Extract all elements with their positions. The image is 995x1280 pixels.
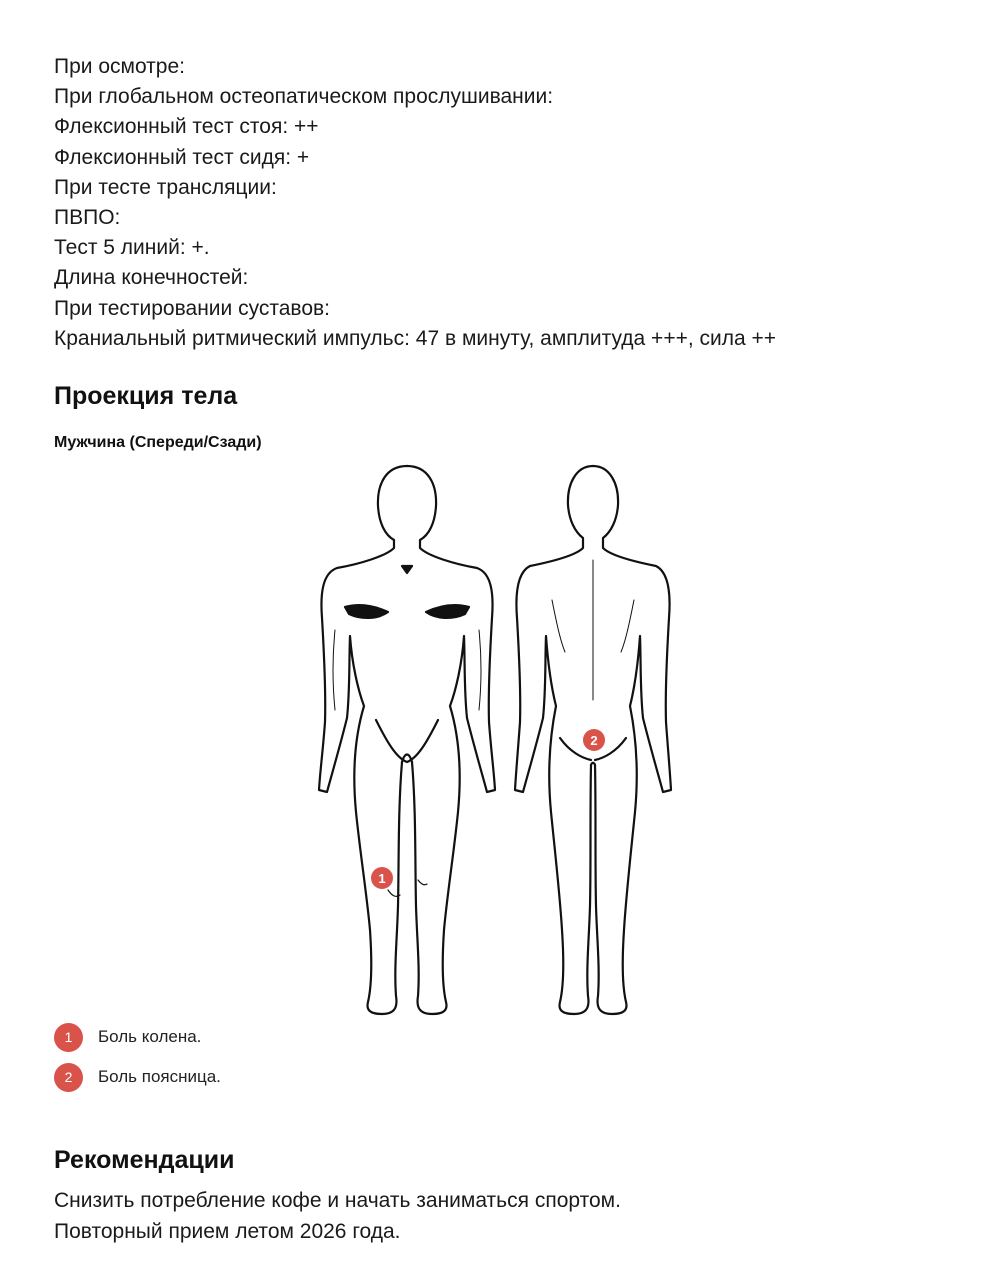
marker-1[interactable] — [371, 867, 393, 889]
legend-marker-1: 1 — [54, 1023, 83, 1052]
legend-item — [54, 1060, 221, 1094]
marker-2[interactable] — [583, 729, 605, 751]
recommendation-line: Повторный прием летом 2026 года. — [54, 1219, 401, 1243]
legend-item — [54, 1020, 221, 1054]
marker-2-number: 2 — [590, 733, 598, 748]
exam-line: ПВПО: — [54, 206, 121, 230]
exam-line: При тестировании суставов: — [54, 296, 331, 320]
body-projection-subtitle: Мужчина (Спереди/Сзади) — [54, 434, 262, 451]
exam-line: Длина конечностей: — [54, 266, 249, 290]
body-diagram — [300, 458, 700, 1023]
marker-1-number: 1 — [378, 871, 386, 886]
exam-line: При тесте трансляции: — [54, 175, 277, 199]
exam-line: Тест 5 линий: +. — [54, 236, 210, 260]
exam-line: Флексионный тест сидя: + — [54, 145, 310, 169]
exam-line: Краниальный ритмический импульс: 47 в минуту, амплитуда +++, сила ++ — [54, 326, 777, 350]
legend-marker-2: 2 — [54, 1063, 83, 1092]
recommendations-title: Рекомендации — [54, 1146, 235, 1174]
exam-findings — [54, 52, 776, 354]
recommendation-line: Снизить потребление кофе и начать заниматься спортом. — [54, 1189, 621, 1212]
legend-label: Боль колена. — [98, 1027, 202, 1046]
exam-line: Флексионный тест стоя: ++ — [54, 115, 319, 139]
legend-label: Боль поясница. — [98, 1067, 221, 1086]
exam-line: При глобальном остеопатическом прослушивании: — [54, 85, 554, 109]
exam-line: При осмотре: — [54, 55, 185, 78]
marker-legend — [54, 1020, 221, 1100]
recommendations-text — [54, 1186, 621, 1247]
body-projection-title: Проекция тела — [54, 382, 238, 410]
front-body-figure — [319, 466, 495, 1014]
